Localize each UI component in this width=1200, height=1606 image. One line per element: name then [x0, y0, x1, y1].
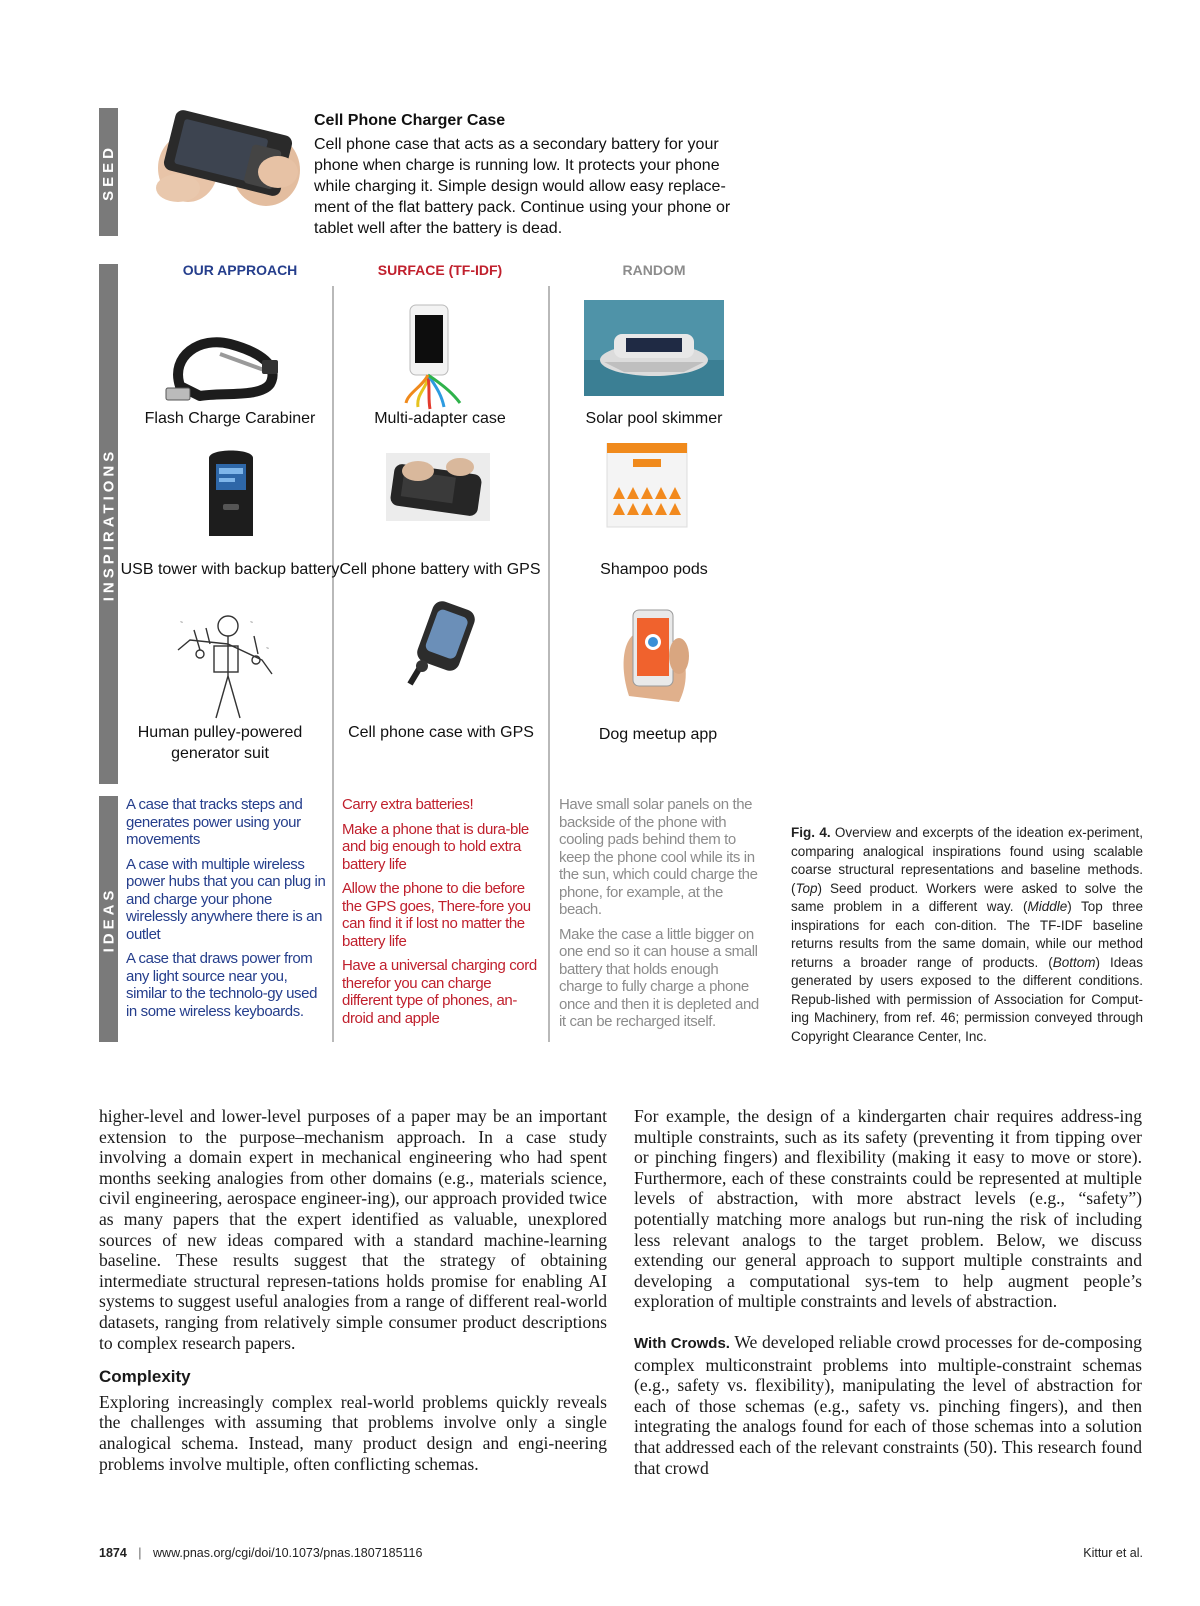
page-number: 1874	[99, 1546, 127, 1560]
inspiration-caption: Multi-adapter case	[374, 410, 506, 427]
idea-item: A case that tracks steps and generates power using your movements	[126, 796, 303, 848]
subsection-heading: With Crowds.	[634, 1334, 730, 1352]
figure-label: Fig. 4.	[791, 825, 831, 840]
footer-authors: Kittur et al.	[1083, 1546, 1143, 1560]
body-right-column	[634, 1106, 1142, 1478]
body-paragraph: higher-level and lower-level purposes of a paper may be an important extension to the purpose–mechanism approach. In a case study involving a domain expert in mechanical engineering who had spent months seeking analogies from other domains (e.g., materials science, civil engineering, aerospace engineer-ing), our approach provided twice as many papers that the expert identified as valuable, unexplored sources of new ideas compared with a standard machine-learning baseline. These results suggest that the strategy of obtaining intermediate structural represen-tations holds promise for enabling AI systems to suggest useful analogies from a range of different real-world datasets, ranging from relatively simple consumer product descriptions to complex research papers.	[99, 1106, 607, 1353]
pulley-generator-suit-image	[170, 610, 280, 720]
inspiration-caption: Solar pool skimmer	[585, 410, 723, 427]
idea-item: Allow the phone to die before the GPS goes, There-fore you can find it if lost no matter the battery life	[342, 880, 531, 950]
page-footer	[99, 1546, 422, 1560]
ideas-sidebar-label: IDEAS	[100, 886, 117, 952]
solar-pool-skimmer-image	[584, 300, 724, 396]
idea-item: Make a phone that is dura-ble and big enough to hold extra battery life	[342, 820, 529, 873]
our-approach-header: OUR APPROACH	[182, 262, 298, 278]
inspiration-caption: Flash Charge Carabiner	[144, 410, 316, 427]
inspiration-caption: Dog meetup app	[598, 726, 718, 743]
carabiner-image	[160, 326, 290, 416]
ideas-sidebar-label-wrap	[99, 796, 118, 1042]
inspirations-sidebar-label: INSPIRATIONS	[100, 447, 118, 601]
multi-adapter-case-image	[398, 303, 478, 413]
doi-link[interactable]: www.pnas.org/cgi/doi/10.1073/pnas.1807185116	[153, 1546, 423, 1560]
idea-item: A case with multiple wireless power hubs that you can plug in and charge your phone wirelessly anywhere there is an outlet	[126, 855, 326, 943]
svg-text:~: ~	[180, 620, 183, 626]
idea-item: Carry extra batteries!	[342, 796, 474, 813]
our-approach-ideas	[126, 796, 328, 1027]
body-paragraph: For example, the design of a kindergarten chair requires address-ing multiple constraints, such as its safety (preventing it from tipping over or pinching fingers) and flexibility (making it easy to move or store). Furthermore, each of these constraints could be represented at multiple levels of abstraction, with more abstract levels (e.g., “safety”) potentially matching more analogs but run-ning the risk of including less relevant analogs to the target problem. Below, we discuss extending our general approach to support multiple constraints and developing a computational sys-tem to help augment people’s exploration of multiple constraints and levels of abstraction.	[634, 1106, 1142, 1312]
seed-sidebar-label-wrap	[99, 108, 118, 236]
inspiration-caption: USB tower with backup battery	[120, 561, 340, 578]
usb-tower-image	[203, 444, 259, 540]
inspiration-caption: Human pulley-powered generator suit	[137, 724, 303, 762]
phone-in-hands-image	[148, 108, 304, 208]
inspiration-caption: Cell phone case with GPS	[348, 724, 534, 741]
idea-item: Have a universal charging cord therefor you can charge different type of phones, an-droid and apple	[342, 957, 537, 1027]
idea-item: Make the case a little bigger on one end so it can house a small battery that holds enough charge to fully charge a phone once and then it is depleted and it can be recharged itself.	[559, 925, 759, 1030]
svg-text:~: ~	[250, 620, 253, 626]
shampoo-pods-image	[597, 443, 697, 533]
seed-title: Cell Phone Charger Case	[314, 112, 506, 129]
seed-sidebar-label: SEED	[100, 143, 118, 201]
inspiration-caption: Shampoo pods	[600, 561, 708, 578]
cell-phone-case-gps-image	[402, 600, 482, 690]
figure-caption: Fig. 4. Overview and excerpts of the ideation ex-periment, comparing analogical inspirations found using scalable coarse structural representations and baseline methods. (Top) Seed product. Workers were asked to solve the same problem in a different way. (Middle) Top three inspirations for each con-dition. The TF-IDF baseline returns results from the same domain, while our method returns a broader range of products. (Bottom) Ideas generated by users exposed to the different conditions. Repub-lished with permission of Association for Comput-ing Machinery, from ref. 46; permission conveyed through Copyright Clearance Center, Inc.	[791, 825, 1143, 1044]
surface-tfidf-ideas	[342, 796, 542, 1034]
svg-text:~: ~	[266, 646, 269, 652]
idea-item: Have small solar panels on the backside of the phone with cooling pads behind them to keep the phone cool while its in the sun, which could charge the phone, for example, at the beach.	[559, 796, 758, 918]
random-header: RANDOM	[622, 262, 686, 278]
inspirations-sidebar-label-wrap	[99, 264, 118, 784]
footer-separator: |	[138, 1546, 142, 1560]
body-left-column	[99, 1106, 607, 1474]
surface-tfidf-header: SURFACE (TF-IDF)	[377, 262, 503, 278]
column-divider	[548, 286, 550, 1042]
seed-description: Cell phone case that acts as a secondary battery for your phone when charge is running low. It protects your phone while charging it. Simple design would allow easy replace-ment of the flat battery pack. Continue using your phone or tablet well after the battery is dead.	[314, 136, 731, 237]
idea-item: A case that draws power from any light source near you, similar to the technolo-gy used in some wireless keyboards.	[126, 950, 318, 1020]
body-paragraph: With Crowds. We developed reliable crowd processes for de-composing complex multiconstraint problems into multiple-constraint schemas (e.g., safety vs. flexibility), manipulating the level of abstraction for each of those schemas (e.g., safety vs. pinching fingers), and then integrating the analogs found for each of those schemas into a solution that addressed each of the relevant constraints (50). This research found that crowd	[634, 1331, 1142, 1478]
inspiration-caption: Cell phone battery with GPS	[339, 561, 541, 578]
cell-phone-battery-gps-image	[386, 453, 490, 521]
body-paragraph: Exploring increasingly complex real-world problems quickly reveals the challenges with assuming that problems involve only a single analogical schema. Instead, many product design and engi-neering problems involve multiple, often conflicting schemas.	[99, 1391, 607, 1474]
section-heading: Complexity	[99, 1367, 191, 1387]
dog-meetup-app-image	[609, 606, 699, 706]
random-ideas	[559, 796, 763, 1038]
column-divider	[332, 286, 334, 1042]
